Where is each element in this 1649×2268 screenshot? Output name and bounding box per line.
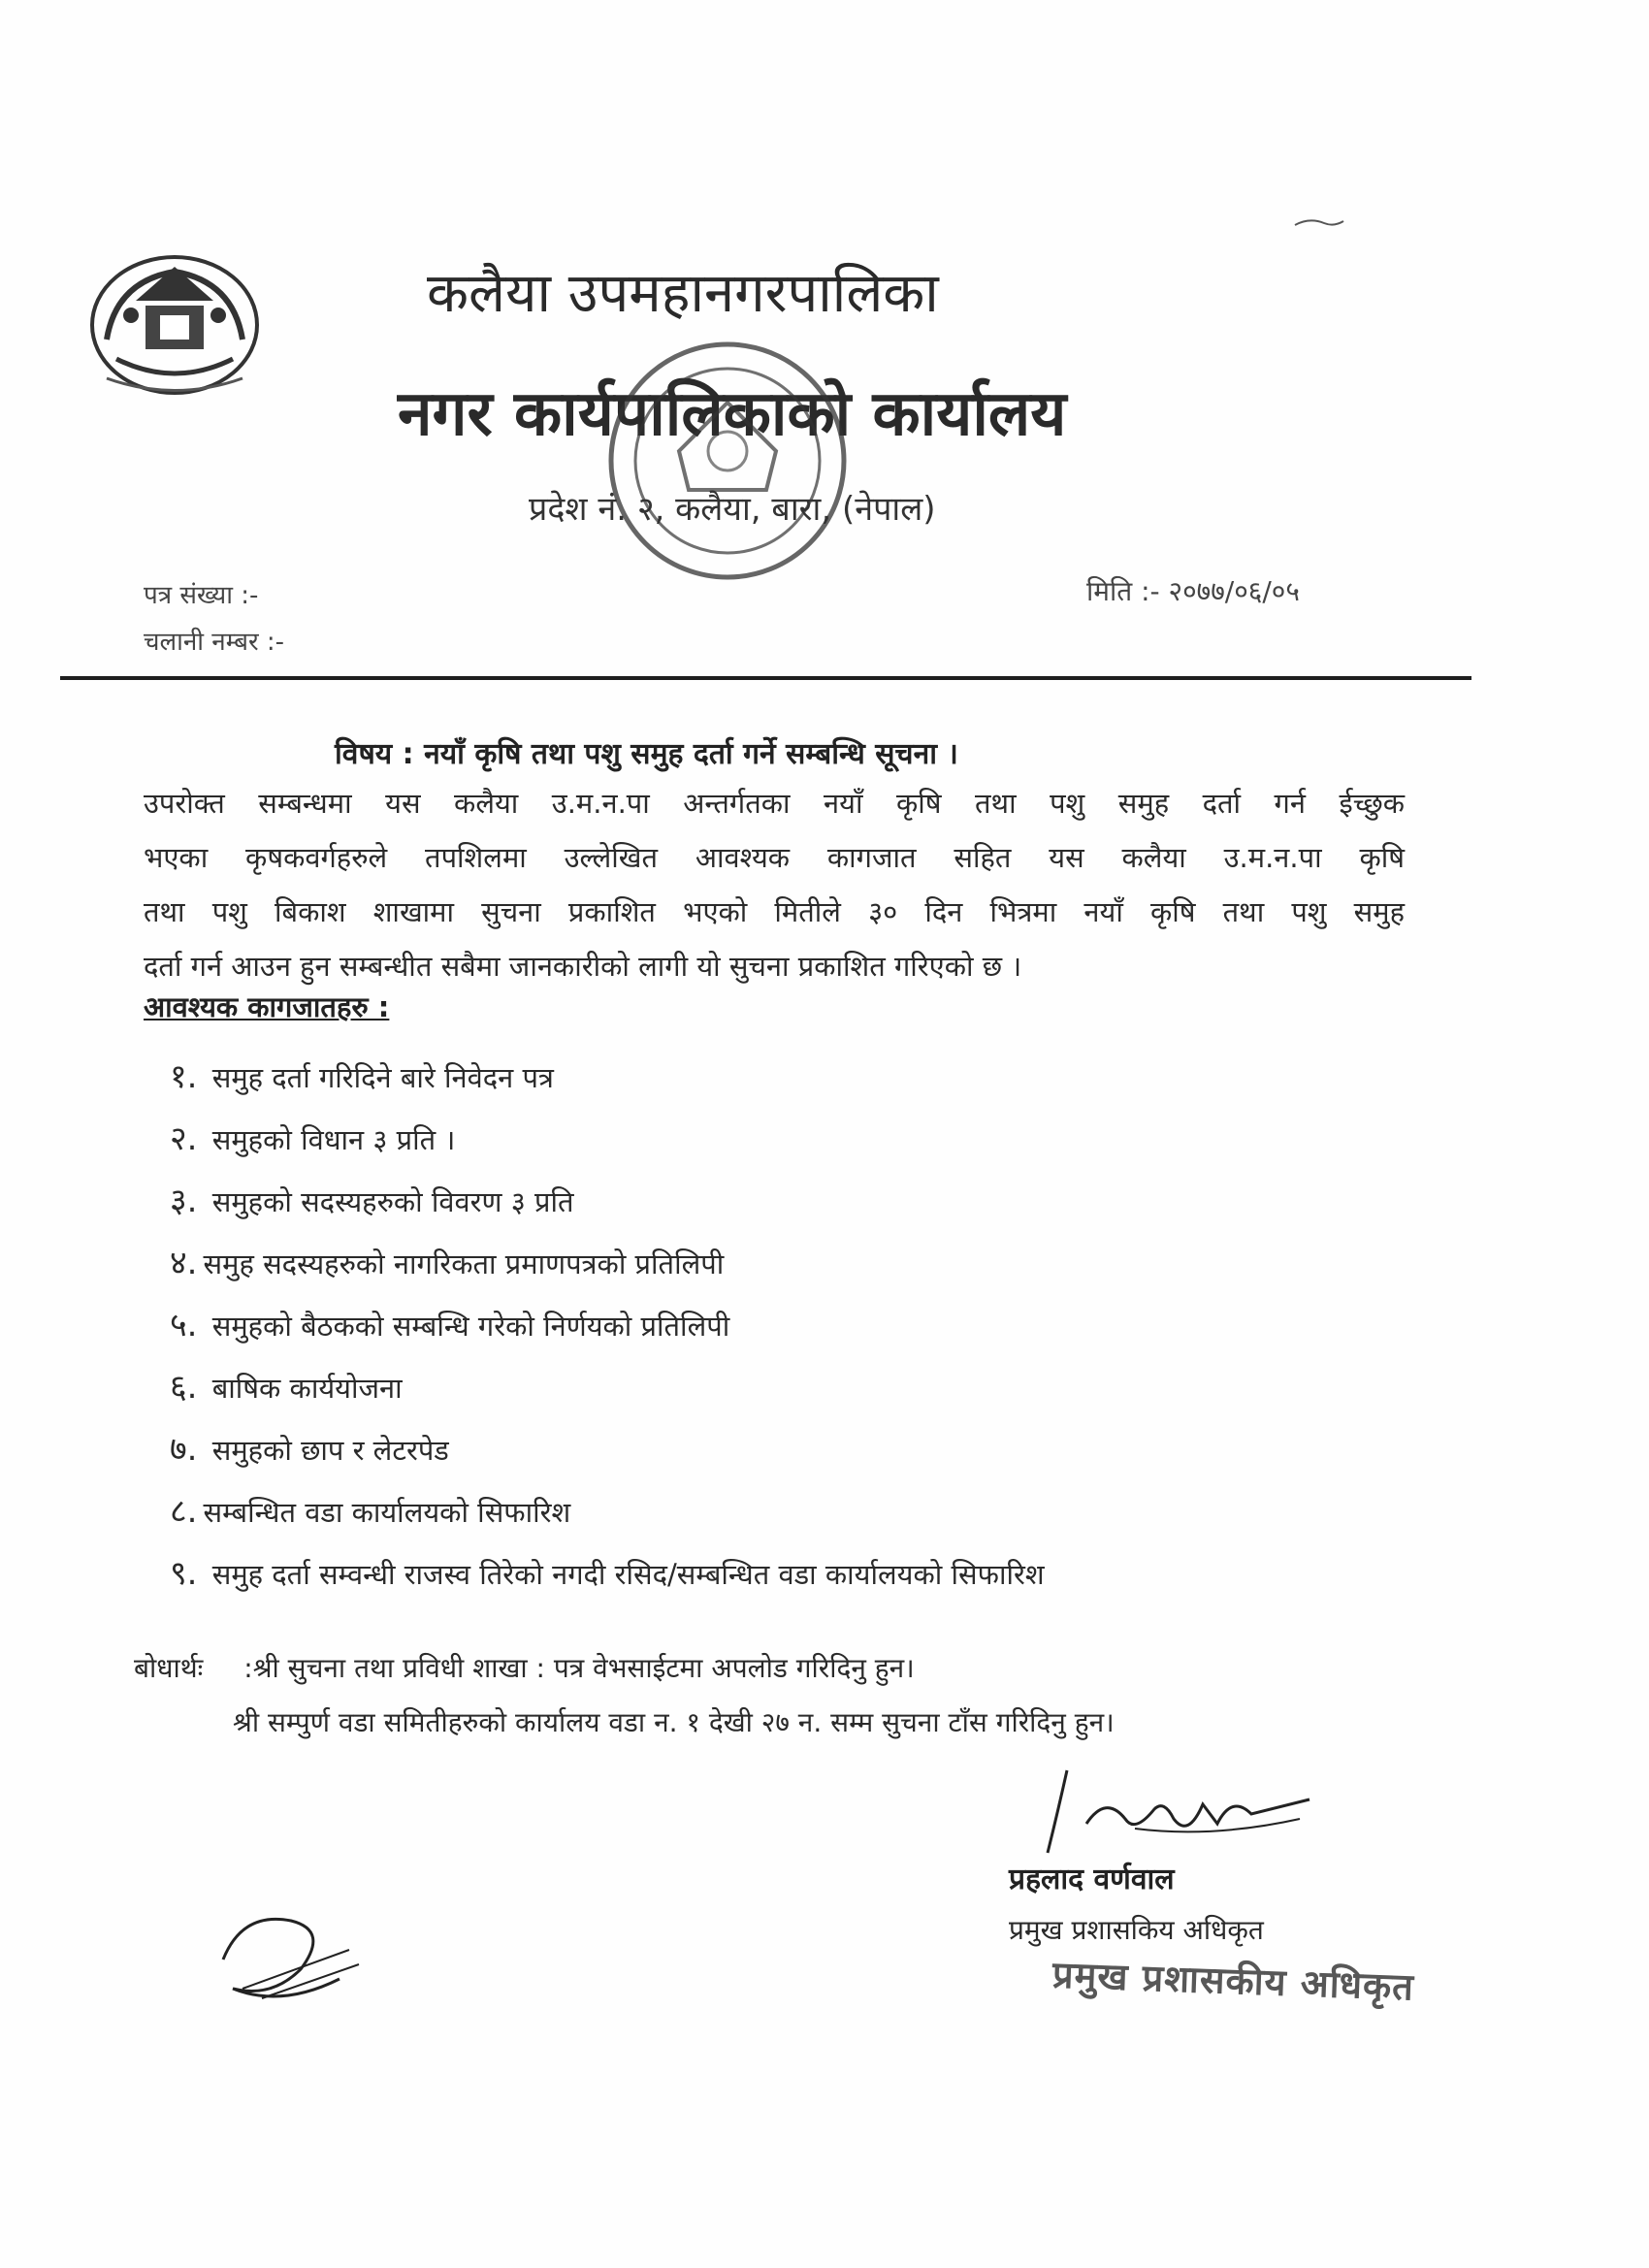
municipality-name: कलैया उपमहानगरपालिका [427, 262, 939, 325]
item-number: १. [170, 1057, 198, 1096]
letter-number-label: पत्र संख्या :- [144, 581, 259, 610]
item-text: समुह दर्ता सम्वन्धी राजस्व तिरेको नगदी रसिद/सम्बन्धित वडा कार्यालयको सिफारिश [203, 1558, 1045, 1591]
office-seal-stamp [601, 335, 854, 587]
body-line: उपरोक्त सम्बन्धमा यस कलैया उ.म.न.पा अन्तर्गतका नयाँ कृषि तथा पशु समुह दर्ता गर्न ईच्छुक [144, 787, 1405, 820]
list-item [170, 1050, 1045, 1112]
item-number: ७. [170, 1430, 198, 1469]
list-item [170, 1484, 1045, 1546]
documents-list [170, 1050, 1045, 1608]
list-item [170, 1236, 1045, 1298]
item-number: ४. [170, 1244, 198, 1282]
signature-image [1018, 1756, 1329, 1863]
list-item [170, 1112, 1045, 1174]
item-text: समुहको छाप र लेटरपेड [203, 1434, 449, 1467]
list-item [170, 1174, 1045, 1236]
notice-body [144, 776, 1405, 993]
letter-date: मिति :- २०७७/०६/०५ [1086, 575, 1300, 607]
cc-line-2: श्री सम्पुर्ण वडा समितीहरुको कार्यालय वडा न. १ देखी २७ न. सम्म सुचना टाँस गरिदिनु हुन। [233, 1706, 1115, 1738]
item-text: समुह सदस्यहरुको नागरिकता प्रमाणपत्रको प्रतिलिपी [203, 1247, 725, 1280]
list-item [170, 1546, 1045, 1608]
header-divider [60, 676, 1471, 680]
office-address: प्रदेश नं. २, कलैया, बारा, (नेपाल) [529, 490, 936, 529]
designation-stamp: प्रमुख प्रशासकीय अधिकृत [1051, 1953, 1415, 2009]
body-line: दर्ता गर्न आउन हुन सम्बन्धीत सबैमा जानकारीको लागी यो सुचना प्रकाशित गरिएको छ । [144, 950, 1022, 983]
body-line: भएका कृषकवर्गहरुले तपशिलमा उल्लेखित आवश्यक कागजात सहित यस कलैया उ.म.न.पा कृषि [144, 841, 1405, 874]
item-number: ६. [170, 1368, 198, 1407]
cc-line-1 [134, 1649, 915, 1686]
item-text: समुह दर्ता गरिदिने बारे निवेदन पत्र [203, 1061, 554, 1094]
list-item [170, 1422, 1045, 1484]
documents-heading: आवश्यक कागजातहरु : [144, 990, 390, 1023]
item-number: २. [170, 1119, 198, 1158]
item-text: सम्बन्धित वडा कार्यालयको सिफारिश [203, 1496, 571, 1529]
item-number: ९. [170, 1554, 198, 1593]
item-number: ५. [170, 1306, 198, 1345]
letter-ref-block [144, 572, 284, 665]
government-emblem-icon [78, 243, 272, 407]
item-text: समुहको सदस्यहरुको विवरण ३ प्रति [203, 1185, 574, 1218]
signatory-title: प्रमुख प्रशासकिय अधिकृत [1009, 1914, 1264, 1946]
initials-mark [204, 1892, 369, 2027]
notice-subject: विषय : नयाँ कृषि तथा पशु समुह दर्ता गर्ने सम्बन्धि सूचना । [335, 737, 958, 771]
item-text: समुहको विधान ३ प्रति । [203, 1123, 456, 1156]
signatory-name: प्रहलाद वर्णवाल [1009, 1863, 1175, 1896]
cc-text-1: :श्री सुचना तथा प्रविधी शाखा : पत्र वेभसाईटमा अपलोड गरिदिनु हुन। [243, 1652, 915, 1684]
item-number: ३. [170, 1182, 198, 1220]
office-name: नगर कार्यपालिकाको कार्यालय [398, 378, 1067, 450]
cc-label: बोधार्थः [134, 1652, 204, 1684]
dispatch-number-label: चलानी नम्बर :- [144, 628, 285, 657]
item-number: ८. [170, 1492, 198, 1531]
list-item [170, 1298, 1045, 1360]
item-text: समुहको बैठकको सम्बन्धि गरेको निर्णयको प्रतिलिपी [203, 1310, 730, 1343]
scan-mark [1290, 213, 1348, 233]
list-item [170, 1360, 1045, 1422]
body-line: तथा पशु बिकाश शाखामा सुचना प्रकाशित भएको मितीले ३० दिन भित्रमा नयाँ कृषि तथा पशु समुह [144, 895, 1405, 928]
item-text: बाषिक कार्ययोजना [203, 1372, 403, 1405]
